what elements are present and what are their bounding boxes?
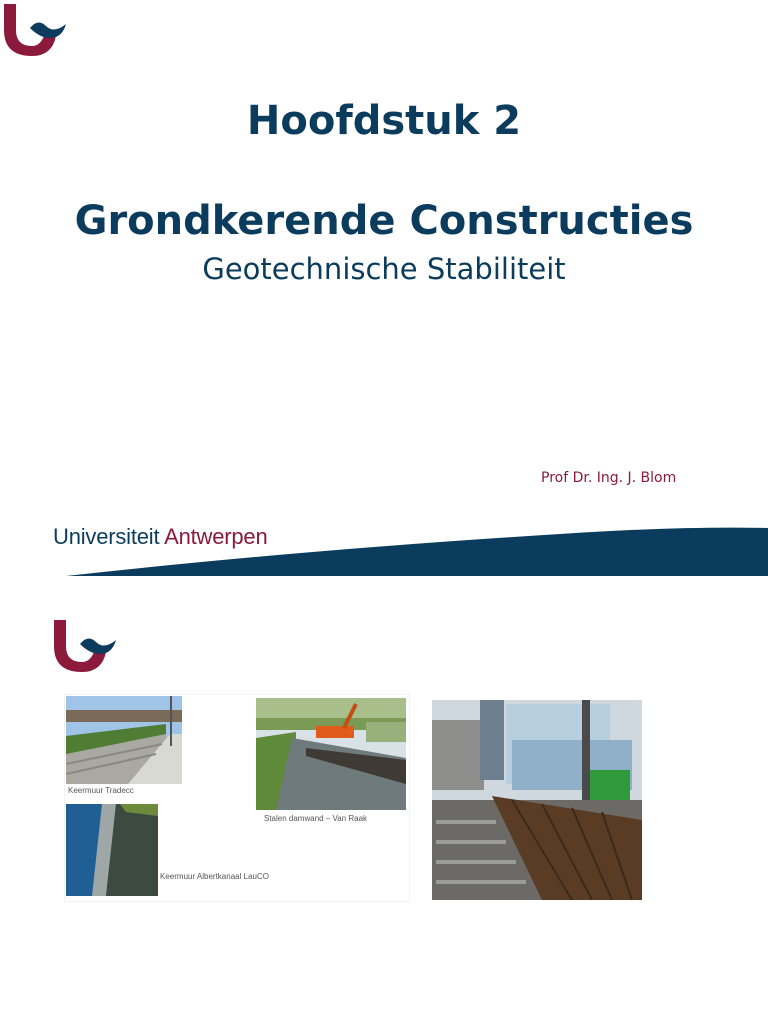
- university-name-part1: Universiteit: [53, 524, 160, 549]
- photo-caption: Keermuur Albertkanaal LauCO: [160, 872, 269, 881]
- author-name: Prof Dr. Ing. J. Blom: [541, 470, 677, 486]
- university-logo-icon: [50, 616, 122, 674]
- slide-title: Grondkerende Constructies: [74, 198, 694, 244]
- sheet-pile-canal-photo: [256, 698, 406, 810]
- slide-subtitle: Geotechnische Stabiliteit: [202, 252, 566, 286]
- university-logo-icon: [0, 0, 72, 58]
- photo-caption: Keermuur Tradecc: [68, 786, 134, 795]
- footer-wave-shape: [0, 520, 768, 578]
- university-name-part2: Antwerpen: [164, 524, 268, 549]
- retaining-wall-photo: [66, 696, 182, 784]
- chapter-heading: Hoofdstuk 2: [246, 98, 522, 144]
- canal-wall-photo: [66, 804, 158, 896]
- construction-pit-photo: [432, 700, 642, 900]
- photo-caption: Stalen damwand – Van Raak: [264, 814, 368, 823]
